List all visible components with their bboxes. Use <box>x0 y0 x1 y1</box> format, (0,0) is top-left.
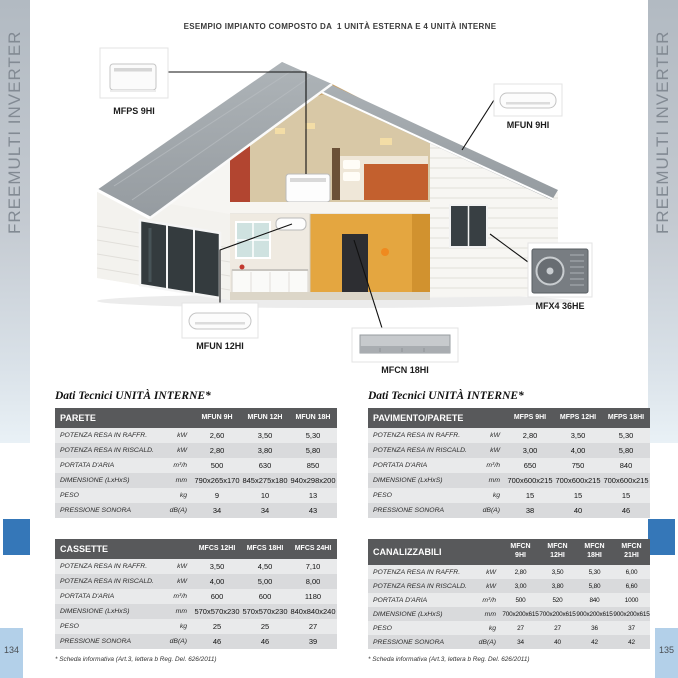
table-header-row <box>55 539 337 559</box>
column-header-line: MFCN <box>584 543 605 551</box>
column-header-line: 12HI <box>550 552 565 559</box>
row-label: PESO <box>373 492 392 499</box>
right-tables-column <box>368 390 650 663</box>
row-label: POTENZA RESA IN RISCALD. <box>373 447 467 454</box>
table-header-row <box>55 408 337 428</box>
right-sidebar <box>648 0 678 443</box>
cell-value: 5,30 <box>618 431 634 440</box>
cell-value: 13 <box>308 491 318 500</box>
column-header: MFCS 24HI <box>294 544 332 552</box>
left-footnote: * Scheda informativa (Art.3, lettera b Reg. Del. 626/2011) <box>55 656 217 663</box>
row-label: PRESSIONE SONORA <box>373 507 445 514</box>
row-unit: kW <box>486 582 496 590</box>
row-unit: mm <box>488 477 500 484</box>
row-unit: mm <box>484 610 496 618</box>
cell-value: 46 <box>621 506 631 515</box>
row-unit: dB(A) <box>169 638 187 645</box>
table-row <box>55 488 337 503</box>
column-header: MFPS 9HI <box>513 413 547 421</box>
table-row <box>55 473 337 488</box>
cell-value: 34 <box>260 506 270 515</box>
bed-headboard <box>332 148 340 200</box>
cell-value: 27 <box>517 624 524 632</box>
row-label: POTENZA RESA IN RAFFR. <box>373 432 461 439</box>
cell-value: 700x600x215 <box>603 476 649 485</box>
cell-value: 1180 <box>304 592 322 601</box>
cell-value: 840x840x240 <box>290 607 336 616</box>
table-parete <box>55 408 337 518</box>
left-sidebar-series-title: FREEMULTI INVERTER <box>5 30 24 234</box>
cell-value: 36 <box>591 624 598 632</box>
cell-value: 850 <box>306 461 320 470</box>
table-header-row <box>368 539 650 565</box>
cell-value: 5,80 <box>305 446 321 455</box>
table-row <box>368 565 650 579</box>
cell-value: 27 <box>308 622 318 631</box>
table-row <box>55 604 337 619</box>
column-header: MFUN 9H <box>201 413 233 421</box>
row-label: PESO <box>60 623 79 630</box>
cell-value: 3,80 <box>551 582 564 590</box>
table-row <box>368 488 650 503</box>
left-page-number: 134 <box>3 645 20 655</box>
row-label: PORTATA D'ARIA <box>60 462 115 469</box>
row-unit: kW <box>177 578 187 585</box>
cell-value: 37 <box>628 624 635 632</box>
table-row <box>368 635 650 649</box>
left-tables-column <box>55 390 337 663</box>
cell-value: 42 <box>628 638 635 646</box>
cell-value: 940x298x200 <box>290 476 336 485</box>
table-pavimento-parete <box>368 408 650 518</box>
row-unit: m³/h <box>486 462 500 469</box>
right-footnote: * Scheda informativa (Art.3, lettera b Reg. Del. 626/2011) <box>368 656 530 663</box>
cell-value: 25 <box>260 622 270 631</box>
cell-value: 3,50 <box>209 562 225 571</box>
left-sidebar <box>0 0 30 443</box>
callout-label-mfcn-18hi: MFCN 18HI <box>381 365 429 375</box>
row-label: DIMENSIONE (LxHxS) <box>373 477 443 484</box>
row-label: PRESSIONE SONORA <box>373 638 445 646</box>
row-unit: m³/h <box>482 596 496 604</box>
table-row <box>55 574 337 589</box>
cell-value: 42 <box>591 638 598 646</box>
column-header <box>502 543 539 561</box>
row-unit: kW <box>177 563 187 570</box>
row-unit: mm <box>175 608 187 615</box>
cell-value: 900x200x615 <box>613 610 650 618</box>
cell-value: 5,00 <box>257 577 273 586</box>
column-header: MFCS 12HI <box>198 544 236 552</box>
table-row <box>55 589 337 604</box>
mfps-9hi-photo <box>100 48 168 98</box>
column-header <box>539 543 576 561</box>
table-row <box>368 473 650 488</box>
cell-value: 840 <box>619 461 633 470</box>
cell-value: 630 <box>258 461 272 470</box>
cell-value: 9 <box>214 491 220 500</box>
cell-value: 5,80 <box>618 446 634 455</box>
callout-label-mfps-9hi: MFPS 9HI <box>113 106 155 116</box>
kitchen-cutaway <box>230 214 310 300</box>
left-section-title: Dati Tecnici UNITÀ INTERNE* <box>55 390 211 402</box>
mfun-9hi-photo <box>494 84 562 116</box>
cell-value: 3,50 <box>570 431 586 440</box>
page-title: ESEMPIO IMPIANTO COMPOSTO DA 1 UNITÀ ESTERNA E 4 UNITÀ INTERNE <box>183 22 497 31</box>
table-title: PARETE <box>60 413 96 423</box>
cell-value: 6,60 <box>625 582 638 590</box>
cell-value: 2,80 <box>209 446 225 455</box>
row-label: PORTATA D'ARIA <box>373 596 428 604</box>
table-row <box>55 503 337 518</box>
connector-mfun-9hi <box>462 100 494 150</box>
right-accent-square <box>648 519 675 555</box>
row-label: PRESSIONE SONORA <box>60 638 132 645</box>
row-unit: kW <box>490 447 500 454</box>
left-large-window <box>140 220 220 298</box>
table-row <box>55 619 337 634</box>
row-unit: kg <box>179 623 187 630</box>
table-cassette <box>55 539 337 649</box>
row-unit: kW <box>486 568 496 576</box>
right-section-title: Dati Tecnici UNITÀ INTERNE* <box>368 390 524 402</box>
column-header <box>576 543 613 561</box>
row-label: PRESSIONE SONORA <box>60 507 132 514</box>
cell-value: 5,80 <box>588 582 601 590</box>
cell-value: 8,00 <box>305 577 321 586</box>
table-row <box>368 621 650 635</box>
cell-value: 700x200x615 <box>502 610 539 618</box>
row-label: DIMENSIONE (LxHxS) <box>373 610 443 618</box>
cell-value: 600 <box>210 592 224 601</box>
table-row <box>368 428 650 443</box>
table-title: CANALIZZABILI <box>373 547 442 557</box>
cell-value: 27 <box>554 624 561 632</box>
cell-value: 600 <box>258 592 272 601</box>
callout-label-mfx4-36he: MFX4 36HE <box>535 301 585 311</box>
row-label: PORTATA D'ARIA <box>60 593 115 600</box>
row-label: DIMENSIONE (LxHxS) <box>60 477 130 484</box>
table-row <box>368 593 650 607</box>
table-canalizzabili <box>368 539 650 649</box>
row-label: POTENZA RESA IN RISCALD. <box>60 578 154 585</box>
table-title: CASSETTE <box>60 544 109 554</box>
cell-value: 3,50 <box>257 431 273 440</box>
table-row <box>55 458 337 473</box>
house-cutaway-illustration <box>80 28 600 378</box>
cell-value: 4,00 <box>570 446 586 455</box>
cell-value: 840 <box>589 596 600 604</box>
cell-value: 700x600x215 <box>555 476 601 485</box>
column-header-line: 9HI <box>515 552 526 559</box>
cell-value: 39 <box>308 637 318 646</box>
cell-value: 15 <box>525 491 535 500</box>
row-label: PESO <box>60 492 79 499</box>
cell-value: 2,80 <box>514 568 527 576</box>
row-unit: kg <box>179 492 187 499</box>
row-label: POTENZA RESA IN RISCALD. <box>373 582 467 590</box>
table-title: PAVIMENTO/PARETE <box>373 413 464 423</box>
column-header-line: MFCN <box>547 543 568 551</box>
column-header-line: 21HI <box>624 552 639 559</box>
cell-value: 3,00 <box>522 446 538 455</box>
cell-value: 7,10 <box>305 562 321 571</box>
row-unit: mm <box>175 477 187 484</box>
table-row <box>368 607 650 621</box>
column-header: MFCS 18HI <box>246 544 284 552</box>
mfx4-36he-photo <box>528 243 592 297</box>
cell-value: 900x200x615 <box>576 610 613 618</box>
cell-value: 570x570x230 <box>194 607 240 616</box>
cell-value: 15 <box>573 491 583 500</box>
table-row <box>55 634 337 649</box>
cell-value: 845x275x180 <box>242 476 288 485</box>
row-label: POTENZA RESA IN RAFFR. <box>60 432 148 439</box>
table-row <box>55 443 337 458</box>
right-sidebar-series-title: FREEMULTI INVERTER <box>653 30 672 234</box>
cell-value: 1000 <box>624 596 639 604</box>
cell-value: 4,50 <box>257 562 273 571</box>
cell-value: 15 <box>621 491 631 500</box>
left-accent-square <box>3 519 30 555</box>
column-header-line: MFCN <box>621 543 642 551</box>
cell-value: 3,50 <box>551 568 564 576</box>
row-unit: m³/h <box>173 593 187 600</box>
row-unit: dB(A) <box>169 507 187 514</box>
cell-value: 520 <box>552 596 563 604</box>
cell-value: 2,80 <box>522 431 538 440</box>
callout-label-mfun-9hi: MFUN 9HI <box>506 120 550 130</box>
cell-value: 3,80 <box>257 446 273 455</box>
cell-value: 700x200x615 <box>539 610 576 618</box>
cell-value: 5,30 <box>588 568 601 576</box>
table-row <box>368 579 650 593</box>
cell-value: 2,60 <box>209 431 225 440</box>
cell-value: 570x570x230 <box>242 607 288 616</box>
row-unit: kW <box>177 432 187 439</box>
row-unit: kW <box>490 432 500 439</box>
row-unit: kg <box>488 624 496 632</box>
cell-value: 46 <box>212 637 222 646</box>
column-header: MFUN 12H <box>247 413 283 421</box>
cell-value: 34 <box>212 506 222 515</box>
right-page-number: 135 <box>658 645 675 655</box>
cell-value: 500 <box>210 461 224 470</box>
cell-value: 4,00 <box>209 577 225 586</box>
table-row <box>368 443 650 458</box>
cell-value: 40 <box>573 506 583 515</box>
column-header <box>613 543 650 561</box>
cell-value: 650 <box>523 461 537 470</box>
living-room-cutaway <box>310 214 430 300</box>
cell-value: 43 <box>308 506 318 515</box>
cell-value: 790x265x170 <box>194 476 240 485</box>
bed-blanket <box>364 164 428 200</box>
row-label: POTENZA RESA IN RISCALD. <box>60 447 154 454</box>
callout-label-mfun-12hi: MFUN 12HI <box>196 341 244 351</box>
row-label: PESO <box>373 624 392 632</box>
column-header-line: 18HI <box>587 552 602 559</box>
cell-value: 3,00 <box>514 582 527 590</box>
table-row <box>55 428 337 443</box>
cell-value: 38 <box>525 506 535 515</box>
cell-value: 5,30 <box>305 431 321 440</box>
table-row <box>368 458 650 473</box>
cell-value: 500 <box>515 596 526 604</box>
mfun-12hi-photo <box>182 303 258 338</box>
right-pagenum-strip <box>655 628 678 678</box>
row-unit: dB(A) <box>482 507 500 514</box>
row-label: POTENZA RESA IN RAFFR. <box>60 563 148 570</box>
row-unit: kg <box>492 492 500 499</box>
cell-value: 46 <box>260 637 270 646</box>
table-row <box>368 503 650 518</box>
left-pagenum-strip <box>0 628 23 678</box>
cell-value: 6,00 <box>625 568 638 576</box>
cell-value: 25 <box>212 622 222 631</box>
cell-value: 34 <box>517 638 524 646</box>
cell-value: 10 <box>260 491 270 500</box>
row-unit: kW <box>177 447 187 454</box>
table-header-row <box>368 408 650 428</box>
row-label: PORTATA D'ARIA <box>373 462 428 469</box>
column-header: MFPS 12HI <box>559 413 597 421</box>
row-label: DIMENSIONE (LxHxS) <box>60 608 130 615</box>
cell-value: 750 <box>571 461 585 470</box>
table-row <box>55 559 337 574</box>
row-unit: dB(A) <box>478 638 496 646</box>
column-header-line: MFCN <box>510 543 531 551</box>
column-header: MFUN 18H <box>295 413 331 421</box>
cell-value: 40 <box>554 638 561 646</box>
column-header: MFPS 18HI <box>607 413 645 421</box>
row-label: POTENZA RESA IN RAFFR. <box>373 568 461 576</box>
cell-value: 700x600x215 <box>507 476 553 485</box>
mfcn-18hi-photo <box>352 328 458 362</box>
row-unit: m³/h <box>173 462 187 469</box>
